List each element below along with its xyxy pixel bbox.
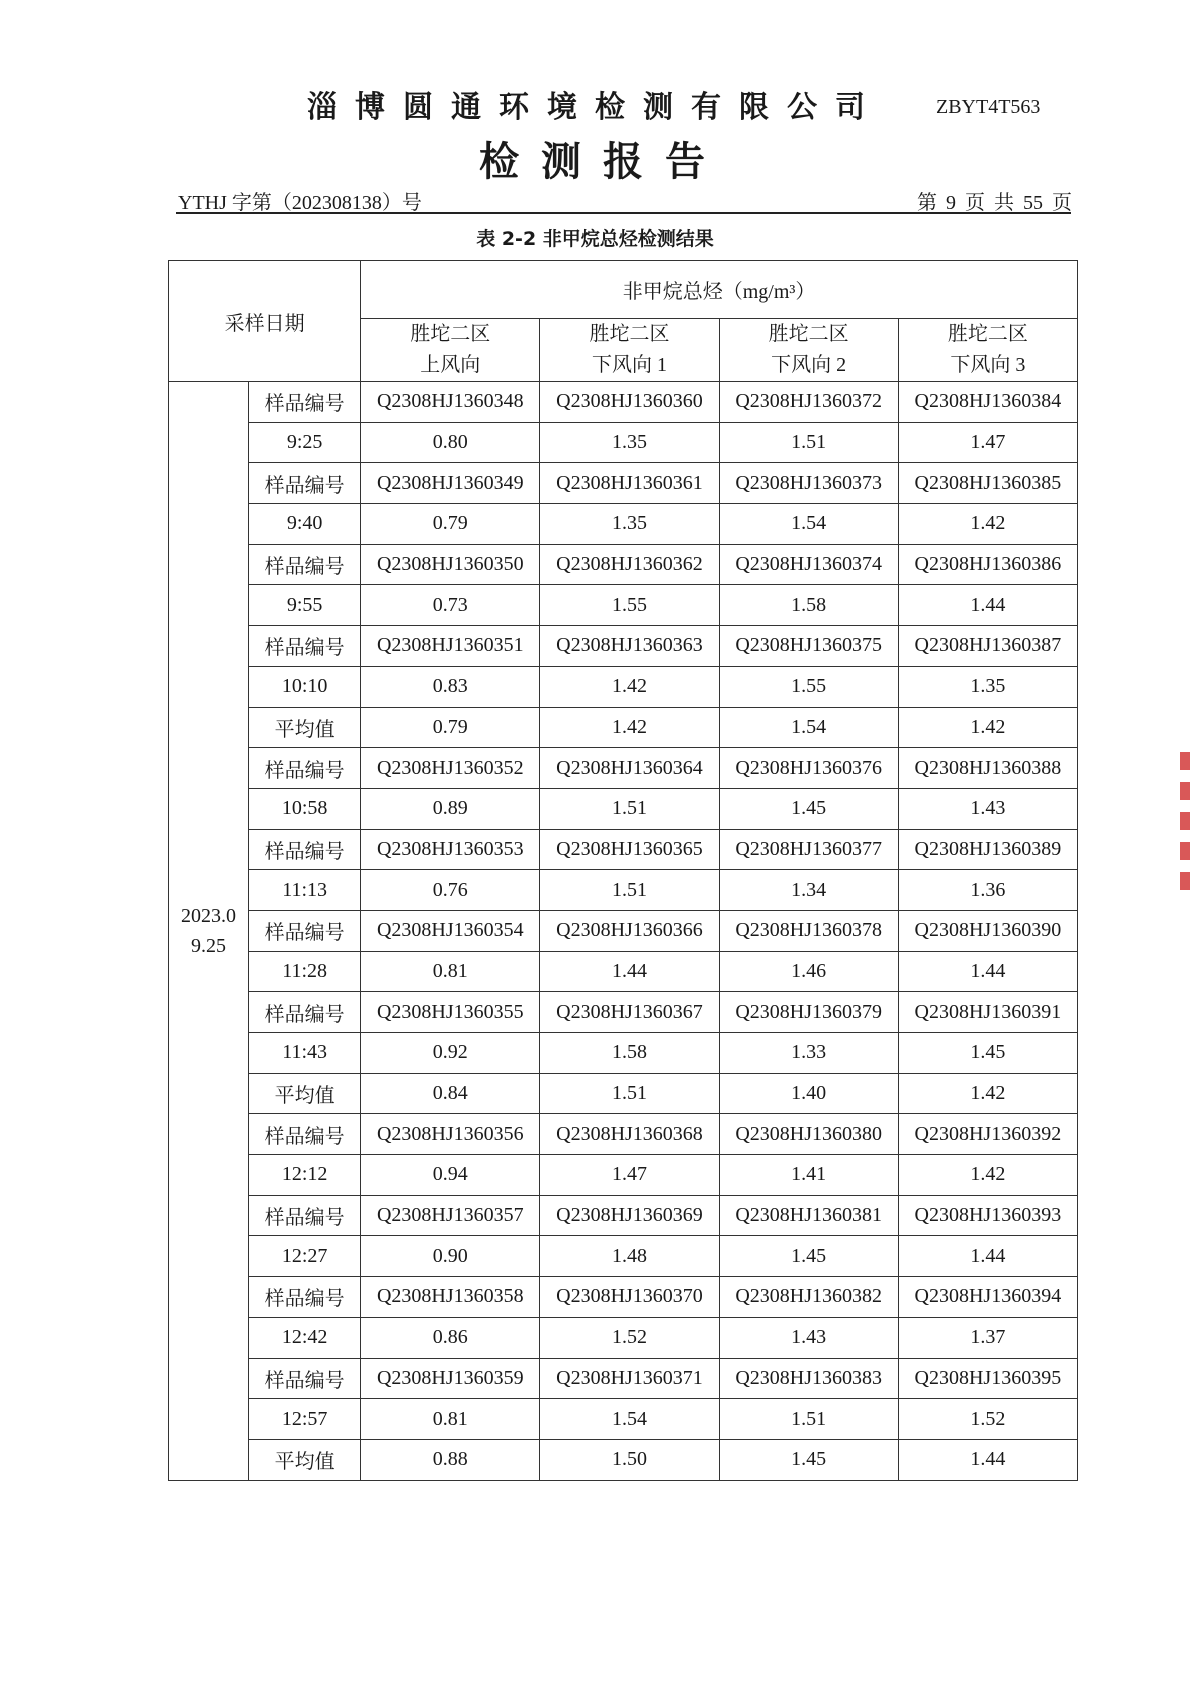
- table-cell: Q2308HJ1360372: [719, 382, 898, 423]
- table-cell: Q2308HJ1360391: [898, 992, 1077, 1033]
- table-cell: 1.44: [898, 1236, 1077, 1277]
- report-number: YTHJ 字第（202308138）号: [178, 192, 422, 214]
- row-label: 样品编号: [249, 626, 361, 667]
- table-cell: Q2308HJ1360373: [719, 463, 898, 504]
- table-cell: 1.35: [898, 666, 1077, 707]
- red-seal-edge: [1180, 752, 1190, 897]
- column-header-line1: 胜坨二区: [768, 323, 849, 345]
- table-cell: Q2308HJ1360351: [361, 626, 540, 667]
- table-cell: 1.42: [898, 707, 1077, 748]
- table-cell: 1.36: [898, 870, 1077, 911]
- table-cell: Q2308HJ1360388: [898, 748, 1077, 789]
- results-table: [168, 260, 1078, 1481]
- table-row: [169, 1195, 1078, 1236]
- column-header: [719, 319, 898, 382]
- page-info: 第 9 页 共 55 页: [917, 192, 1072, 214]
- table-cell: 0.88: [361, 1439, 540, 1480]
- table-cell: Q2308HJ1360363: [540, 626, 719, 667]
- table-cell: Q2308HJ1360361: [540, 463, 719, 504]
- row-label: 12:57: [249, 1399, 361, 1440]
- table-cell: 0.83: [361, 666, 540, 707]
- table-cell: Q2308HJ1360385: [898, 463, 1077, 504]
- table-cell: 1.55: [719, 666, 898, 707]
- report-title: 检测报告: [479, 139, 727, 185]
- table-cell: 1.52: [898, 1399, 1077, 1440]
- table-cell: Q2308HJ1360375: [719, 626, 898, 667]
- table-row: [169, 666, 1078, 707]
- table-cell: Q2308HJ1360374: [719, 544, 898, 585]
- row-label: 12:42: [249, 1317, 361, 1358]
- table-cell: Q2308HJ1360386: [898, 544, 1077, 585]
- table-cell: Q2308HJ1360390: [898, 910, 1077, 951]
- row-label: 样品编号: [249, 1114, 361, 1155]
- table-cell: 0.84: [361, 1073, 540, 1114]
- table-row: [169, 1073, 1078, 1114]
- table-cell: 1.47: [898, 422, 1077, 463]
- table-row: [169, 1439, 1078, 1480]
- table-cell: Q2308HJ1360376: [719, 748, 898, 789]
- table-cell: 1.58: [719, 585, 898, 626]
- table-cell: Q2308HJ1360367: [540, 992, 719, 1033]
- table-cell: Q2308HJ1360380: [719, 1114, 898, 1155]
- table-cell: 1.40: [719, 1073, 898, 1114]
- table-cell: 1.51: [540, 1073, 719, 1114]
- table-row: [169, 748, 1078, 789]
- table-cell: Q2308HJ1360381: [719, 1195, 898, 1236]
- column-header-line2: 下风向 3: [950, 354, 1026, 376]
- table-cell: 1.44: [898, 951, 1077, 992]
- row-label: 9:55: [249, 585, 361, 626]
- table-cell: 1.45: [719, 1439, 898, 1480]
- table-cell: Q2308HJ1360364: [540, 748, 719, 789]
- table-cell: 0.79: [361, 707, 540, 748]
- table-cell: Q2308HJ1360382: [719, 1277, 898, 1318]
- table-row: [169, 829, 1078, 870]
- row-label: 样品编号: [249, 463, 361, 504]
- table-cell: 1.41: [719, 1155, 898, 1196]
- table-cell: 1.45: [898, 1033, 1077, 1074]
- row-label: 样品编号: [249, 544, 361, 585]
- column-header-line1: 胜坨二区: [947, 323, 1028, 345]
- table-cell: 1.35: [540, 504, 719, 545]
- table-cell: 0.81: [361, 951, 540, 992]
- column-header: [540, 319, 719, 382]
- table-cell: Q2308HJ1360356: [361, 1114, 540, 1155]
- table-row: [169, 707, 1078, 748]
- table-cell: 1.42: [898, 1155, 1077, 1196]
- table-cell: Q2308HJ1360349: [361, 463, 540, 504]
- row-label: 平均值: [249, 707, 361, 748]
- table-row: [169, 544, 1078, 585]
- table-cell: 1.46: [719, 951, 898, 992]
- table-cell: 1.45: [719, 1236, 898, 1277]
- table-cell: 1.37: [898, 1317, 1077, 1358]
- table-row: [169, 382, 1078, 423]
- report-code: ZBYT4T563: [936, 96, 1041, 118]
- row-label: 11:43: [249, 1033, 361, 1074]
- row-label: 10:58: [249, 788, 361, 829]
- row-label: 样品编号: [249, 992, 361, 1033]
- table-cell: Q2308HJ1360389: [898, 829, 1077, 870]
- table-cell: Q2308HJ1360365: [540, 829, 719, 870]
- table-row: [169, 504, 1078, 545]
- header-row-1: [169, 261, 1078, 319]
- row-label: 9:25: [249, 422, 361, 463]
- table-cell: Q2308HJ1360358: [361, 1277, 540, 1318]
- sampling-date-line2: 9.25: [191, 934, 227, 957]
- row-label: 样品编号: [249, 1195, 361, 1236]
- table-cell: 0.76: [361, 870, 540, 911]
- table-cell: 1.48: [540, 1236, 719, 1277]
- table-cell: Q2308HJ1360393: [898, 1195, 1077, 1236]
- table-cell: 1.47: [540, 1155, 719, 1196]
- table-cell: Q2308HJ1360353: [361, 829, 540, 870]
- column-header-line1: 胜坨二区: [589, 323, 670, 345]
- date-header: 采样日期: [169, 261, 361, 382]
- table-cell: 1.51: [540, 788, 719, 829]
- sampling-date-cell: [169, 382, 249, 1481]
- table-cell: Q2308HJ1360348: [361, 382, 540, 423]
- table-row: [169, 463, 1078, 504]
- table-cell: 1.33: [719, 1033, 898, 1074]
- row-label: 样品编号: [249, 1358, 361, 1399]
- table-cell: 1.52: [540, 1317, 719, 1358]
- table-cell: 0.94: [361, 1155, 540, 1196]
- table-cell: 1.44: [898, 585, 1077, 626]
- table-cell: 0.92: [361, 1033, 540, 1074]
- table-cell: Q2308HJ1360350: [361, 544, 540, 585]
- row-label: 样品编号: [249, 382, 361, 423]
- table-cell: Q2308HJ1360384: [898, 382, 1077, 423]
- column-header: [361, 319, 540, 382]
- results-table-body: [169, 261, 1078, 1481]
- table-cell: 1.35: [540, 422, 719, 463]
- table-cell: 1.51: [540, 870, 719, 911]
- table-cell: Q2308HJ1360387: [898, 626, 1077, 667]
- group-header: 非甲烷总烃（mg/m³）: [361, 261, 1078, 319]
- table-row: [169, 788, 1078, 829]
- table-cell: Q2308HJ1360359: [361, 1358, 540, 1399]
- column-header-line2: 上风向: [420, 354, 481, 376]
- table-cell: 1.34: [719, 870, 898, 911]
- row-label: 平均值: [249, 1073, 361, 1114]
- column-header-line1: 胜坨二区: [410, 323, 491, 345]
- row-label: 11:28: [249, 951, 361, 992]
- table-cell: Q2308HJ1360355: [361, 992, 540, 1033]
- table-cell: Q2308HJ1360370: [540, 1277, 719, 1318]
- table-cell: 1.51: [719, 1399, 898, 1440]
- table-row: [169, 910, 1078, 951]
- table-row: [169, 1236, 1078, 1277]
- table-cell: 1.55: [540, 585, 719, 626]
- company-name-text: 淄博圆通环境检测有限公司: [307, 90, 883, 125]
- table-cell: Q2308HJ1360360: [540, 382, 719, 423]
- table-row: [169, 1358, 1078, 1399]
- table-cell: Q2308HJ1360371: [540, 1358, 719, 1399]
- table-cell: 1.42: [898, 1073, 1077, 1114]
- table-cell: 1.42: [898, 504, 1077, 545]
- table-cell: Q2308HJ1360392: [898, 1114, 1077, 1155]
- row-label: 样品编号: [249, 910, 361, 951]
- table-cell: Q2308HJ1360352: [361, 748, 540, 789]
- column-header-line2: 下风向 1: [591, 354, 667, 376]
- table-row: [169, 951, 1078, 992]
- table-cell: Q2308HJ1360379: [719, 992, 898, 1033]
- table-cell: Q2308HJ1360366: [540, 910, 719, 951]
- table-cell: 1.44: [540, 951, 719, 992]
- table-row: [169, 1155, 1078, 1196]
- row-label: 样品编号: [249, 1277, 361, 1318]
- row-label: 12:27: [249, 1236, 361, 1277]
- table-caption: 表 2-2 非甲烷总烃检测结果: [476, 228, 714, 250]
- table-cell: Q2308HJ1360394: [898, 1277, 1077, 1318]
- row-label: 10:10: [249, 666, 361, 707]
- row-label: 样品编号: [249, 748, 361, 789]
- table-cell: Q2308HJ1360369: [540, 1195, 719, 1236]
- table-cell: 1.43: [898, 788, 1077, 829]
- table-row: [169, 422, 1078, 463]
- table-cell: Q2308HJ1360357: [361, 1195, 540, 1236]
- row-label: 平均值: [249, 1439, 361, 1480]
- table-cell: 0.73: [361, 585, 540, 626]
- table-cell: Q2308HJ1360362: [540, 544, 719, 585]
- table-row: [169, 1033, 1078, 1074]
- table-cell: Q2308HJ1360368: [540, 1114, 719, 1155]
- table-row: [169, 1277, 1078, 1318]
- table-cell: 1.42: [540, 666, 719, 707]
- table-cell: 0.81: [361, 1399, 540, 1440]
- table-cell: 0.90: [361, 1236, 540, 1277]
- table-cell: 1.58: [540, 1033, 719, 1074]
- table-cell: 1.51: [719, 422, 898, 463]
- table-cell: Q2308HJ1360354: [361, 910, 540, 951]
- column-header-line2: 下风向 2: [771, 354, 847, 376]
- row-label: 样品编号: [249, 829, 361, 870]
- table-cell: 1.43: [719, 1317, 898, 1358]
- table-cell: Q2308HJ1360395: [898, 1358, 1077, 1399]
- table-row: [169, 626, 1078, 667]
- row-label: 11:13: [249, 870, 361, 911]
- table-row: [169, 870, 1078, 911]
- row-label: 12:12: [249, 1155, 361, 1196]
- table-row: [169, 1114, 1078, 1155]
- table-cell: 1.54: [719, 707, 898, 748]
- table-cell: 1.44: [898, 1439, 1077, 1480]
- table-row: [169, 992, 1078, 1033]
- table-cell: 0.79: [361, 504, 540, 545]
- table-row: [169, 1317, 1078, 1358]
- sampling-date-line1: 2023.0: [181, 904, 237, 927]
- header-divider: [176, 212, 1071, 214]
- table-cell: 1.42: [540, 707, 719, 748]
- row-label: 9:40: [249, 504, 361, 545]
- table-row: [169, 1399, 1078, 1440]
- table-cell: 1.54: [540, 1399, 719, 1440]
- table-cell: 0.89: [361, 788, 540, 829]
- column-header: [898, 319, 1077, 382]
- table-cell: 1.45: [719, 788, 898, 829]
- table-row: [169, 585, 1078, 626]
- table-cell: 0.86: [361, 1317, 540, 1358]
- table-cell: Q2308HJ1360377: [719, 829, 898, 870]
- table-cell: Q2308HJ1360378: [719, 910, 898, 951]
- table-cell: 0.80: [361, 422, 540, 463]
- table-cell: Q2308HJ1360383: [719, 1358, 898, 1399]
- table-cell: 1.50: [540, 1439, 719, 1480]
- table-cell: 1.54: [719, 504, 898, 545]
